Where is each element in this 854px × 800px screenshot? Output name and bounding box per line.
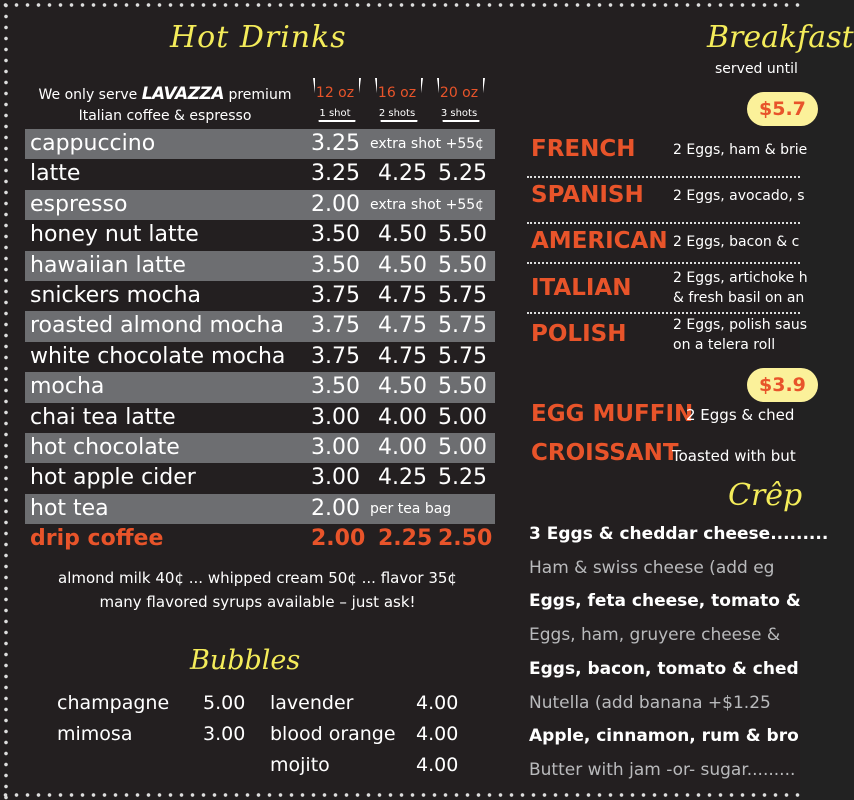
divider [527,222,800,224]
drink-name: drip coffee [30,526,164,552]
drink-price-20oz: 5.50 [438,374,487,400]
drink-name: hot apple cider [30,465,196,491]
drink-price-12oz: 2.00 [311,495,360,521]
drink-price-12oz: 2.00 [311,191,360,217]
drink-name: snickers mocha [30,282,202,308]
drink-name: honey nut latte [30,222,199,248]
crepe-item: Butter with jam -or- sugar......... [529,759,796,780]
crepe-item: Apple, cinnamon, rum & bro [529,726,799,747]
bubbles-item-name: blood orange [270,723,396,745]
drink-price-16oz: 4.25 [378,465,427,491]
breakfast-item-desc: 2 Eggs, artichoke h [673,270,808,286]
drink-row [25,403,495,433]
crepe-item: Eggs, feta cheese, tomato & [529,591,801,612]
breakfast-item-desc: 2 Eggs, avocado, s [673,188,805,204]
drink-row [25,311,495,341]
divider [527,262,800,264]
hot-drinks-list [25,129,495,554]
crepe-item: Eggs, ham, gruyere cheese & [529,625,781,646]
drink-row [25,159,495,189]
drink-price-20oz: 5.50 [438,252,487,278]
bubbles-item-price: 4.00 [416,692,459,714]
drink-price-20oz: 5.00 [438,404,487,430]
drink-name: chai tea latte [30,404,176,430]
bubbles-title: Bubbles [190,645,301,676]
dotted-border-bottom [0,790,800,800]
cup-size-20oz: 20 oz [439,85,479,101]
drink-price-20oz: 2.50 [438,526,493,552]
bubbles-item-name: mimosa [57,723,133,745]
crepe-item: Ham & swiss cheese (add eg [529,557,775,578]
breakfast-price-badge: $5.7 [747,92,818,126]
drink-price-12oz: 3.00 [311,465,360,491]
drink-price-20oz: 5.75 [438,282,487,308]
dotted-border-left [0,0,12,800]
drink-price-20oz: 5.25 [438,161,487,187]
crepe-item: Nutella (add banana +$1.25 [529,692,771,713]
cup-shots-12oz: 1 shot [319,108,351,119]
drink-price-16oz: 4.00 [378,404,427,430]
divider [527,176,800,178]
cup-size-16oz: 16 oz [377,85,417,101]
drink-row [25,524,495,554]
cup-shots-20oz: 3 shots [440,108,478,119]
drink-note: extra shot +55¢ [370,136,485,152]
crepes-title: Crêp [728,478,803,513]
drink-price-16oz: 4.25 [378,161,427,187]
breakfast-item-name: ITALIAN [531,275,632,301]
crepe-item: Eggs, bacon, tomato & ched [529,658,799,679]
drink-note: per tea bag [370,500,452,517]
bubbles-item-price: 4.00 [416,754,459,776]
drink-name: cappuccino [30,131,156,156]
hot-drinks-title: Hot Drinks [170,20,347,55]
drink-price-16oz: 4.50 [378,222,427,248]
drink-price-20oz: 5.25 [438,465,487,491]
drink-name: espresso [30,191,128,217]
breakfast-item-name: POLISH [531,321,627,347]
drink-price-12oz: 3.75 [311,343,360,369]
drink-price-12oz: 3.75 [311,313,360,339]
drink-row [25,463,495,493]
drink-row [25,220,495,250]
drink-price-12oz: 3.25 [311,131,360,156]
drink-name: white chocolate mocha [30,343,286,369]
egg-muffin-desc: 2 Eggs & ched [686,406,795,424]
dotted-border-top [0,0,800,10]
drink-price-12oz: 3.25 [311,161,360,187]
lavazza-logo: LAVAZZA [141,84,225,104]
extras-line2: many flavored syrups available – just ask! [99,593,416,611]
breakfast-title: Breakfast [707,20,854,55]
drink-name: mocha [30,374,105,400]
intro-prefix: We only serve [38,87,138,103]
drink-name: latte [30,161,81,187]
crepe-item: 3 Eggs & cheddar cheese......... [529,524,829,544]
croissant-name: CROISSANT [531,440,679,466]
breakfast-item-name: AMERICAN [531,228,668,254]
drink-price-12oz: 2.00 [311,526,366,552]
cup-shots-16oz: 2 shots [378,108,416,119]
drink-price-16oz: 4.50 [378,374,427,400]
drink-price-16oz: 4.75 [378,343,427,369]
cup-size-12oz: 12 oz [315,85,355,101]
bubbles-item-price: 5.00 [203,692,246,714]
bubbles-item-price: 4.00 [416,723,459,745]
breakfast-item-name: FRENCH [531,136,636,162]
intro-suffix: premium [228,87,292,103]
drink-price-16oz: 2.25 [378,526,433,552]
drink-note: extra shot +55¢ [370,196,485,213]
breakfast-item-desc: 2 Eggs, ham & brie [673,142,808,158]
drink-price-12oz: 3.75 [311,282,360,308]
drink-price-16oz: 4.75 [378,282,427,308]
hot-drinks-intro [20,84,310,127]
drink-row [25,372,495,402]
bubbles-item-name: mojito [270,754,330,776]
drink-name: hot tea [30,495,109,521]
drink-row [25,494,495,524]
drink-price-16oz: 4.50 [378,252,427,278]
hot-drinks-extras [20,566,495,614]
breakfast-item-desc: 2 Eggs, polish saus [673,317,808,333]
drink-name: hawaiian latte [30,252,186,278]
breakfast-price-badge-2: $3.9 [747,368,818,402]
bubbles-item-price: 3.00 [203,723,246,745]
drink-row [25,190,495,220]
drink-row [25,342,495,372]
bubbles-item-name: lavender [270,692,354,714]
drink-price-16oz: 4.75 [378,313,427,339]
extras-line1: almond milk 40¢ ... whipped cream 50¢ ... flavor 35¢ [58,569,457,587]
divider [527,312,800,314]
drink-price-16oz: 4.00 [378,434,427,460]
drink-row [25,281,495,311]
drink-price-12oz: 3.00 [311,434,360,460]
drink-price-12oz: 3.50 [311,222,360,248]
breakfast-served: served until [715,61,798,77]
breakfast-item-name: SPANISH [531,182,644,208]
drink-row [25,129,495,159]
drink-price-12oz: 3.00 [311,404,360,430]
drink-price-20oz: 5.50 [438,222,487,248]
egg-muffin-name: EGG MUFFIN [531,401,694,427]
drink-price-12oz: 3.50 [311,374,360,400]
drink-price-20oz: 5.75 [438,343,487,369]
intro-line2: Italian coffee & espresso [78,108,252,124]
drink-row [25,251,495,281]
drink-name: hot chocolate [30,434,180,460]
drink-price-20oz: 5.00 [438,434,487,460]
drink-price-20oz: 5.75 [438,313,487,339]
breakfast-item-desc: & fresh basil on an [673,290,805,306]
drink-name: roasted almond mocha [30,313,284,339]
drink-row [25,433,495,463]
drink-price-12oz: 3.50 [311,252,360,278]
bubbles-item-name: champagne [57,692,170,714]
breakfast-item-desc: 2 Eggs, bacon & c [673,234,800,250]
croissant-desc: Toasted with but [672,447,796,465]
breakfast-item-desc: on a telera roll [673,337,776,353]
